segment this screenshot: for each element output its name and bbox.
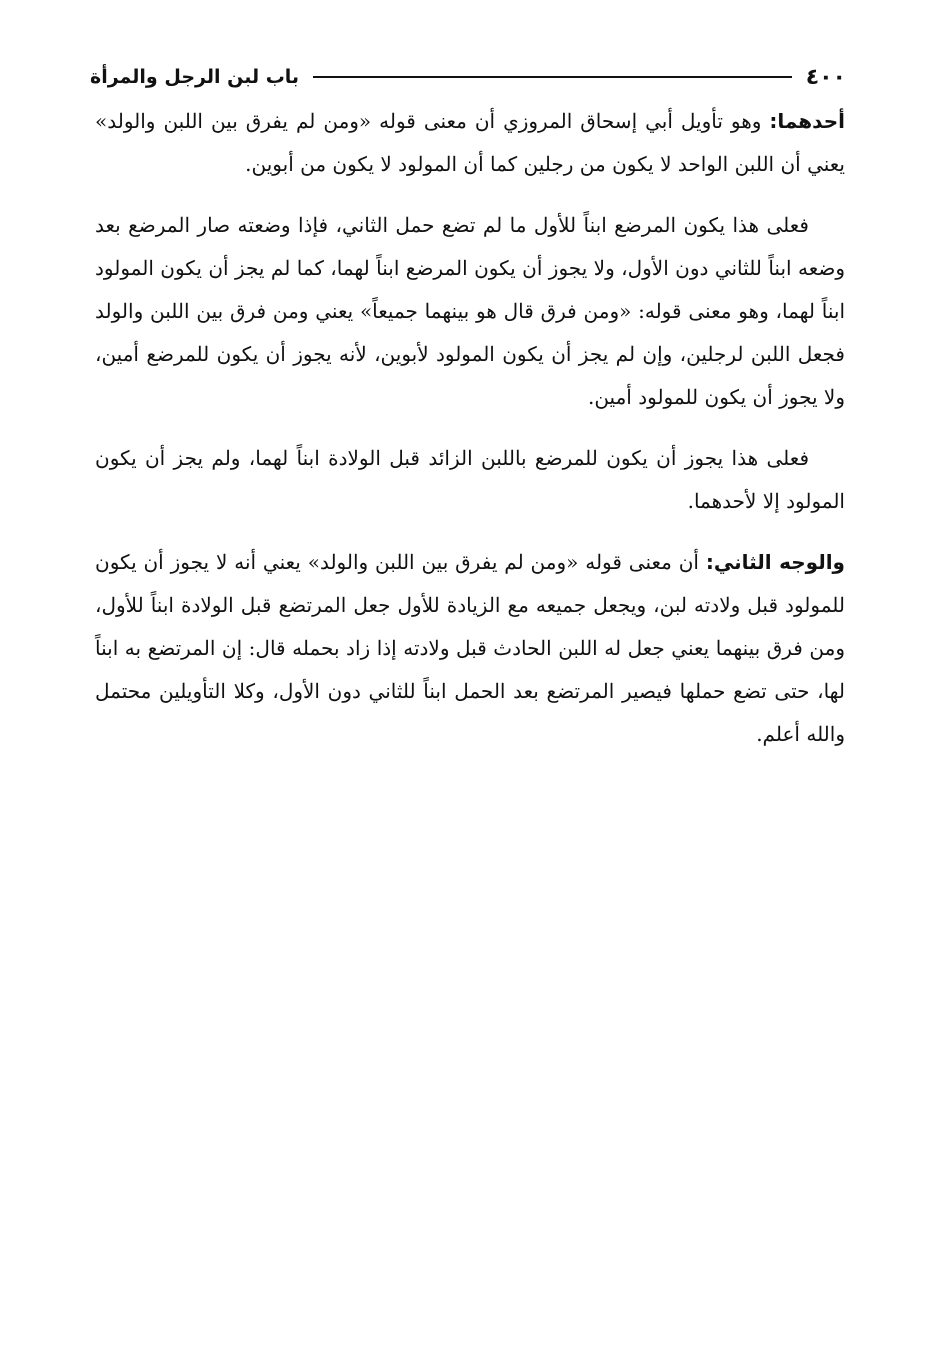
page-body	[95, 100, 845, 774]
paragraph-2	[95, 204, 845, 419]
paragraph-1	[95, 100, 845, 186]
chapter-title: باب لبن الرجل والمرأة	[90, 66, 300, 88]
header-rule	[313, 76, 792, 78]
paragraph-text: فعلى هذا يجوز أن يكون للمرضع باللبن الزائد قبل الولادة ابناً لهما، ولم يجز أن يكون المولود إلا لأحدهما.	[95, 446, 845, 513]
running-header	[90, 62, 846, 92]
paragraph-4	[95, 541, 845, 756]
paragraph-text: وهو تأويل أبي إسحاق المروزي أن معنى قوله «ومن لم يفرق بين اللبن والولد» يعني أن اللبن الواحد لا يكون من رجلين كما أن المولود لا يكون من أبوين.	[95, 109, 845, 176]
paragraph-3	[95, 437, 845, 523]
paragraph-text: فعلى هذا يكون المرضع ابناً للأول ما لم تضع حمل الثاني، فإذا وضعته صار المرضع بعد وضعه ابناً للثاني دون الأول، ولا يجوز أن يكون المرضع ابناً لهما، كما لم يجز أن يكون المولود ابناً لهما، وهو معنى قوله: «ومن فرق قال هو بينهما جميعاً» يعني ومن فرق بين اللبن والولد فجعل اللبن لرجلين، وإن لم يجز أن يكون المولود لأبوين، لأنه يجوز أن يكون للمرضع أمين، ولا يجوز أن يكون للمولود أمين.	[95, 213, 845, 409]
paragraph-lead: أحدهما:	[769, 109, 845, 133]
paragraph-lead: والوجه الثاني:	[705, 550, 845, 574]
page-number: ٤٠٠	[805, 64, 846, 90]
paragraph-text: أن معنى قوله «ومن لم يفرق بين اللبن والولد» يعني أنه لا يجوز أن يكون للمولود قبل ولادته لبن، ويجعل جميعه مع الزيادة للأول جعل المرتضع قبل الولادة ابناً للأول، ومن فرق بينهما يعني جعل له اللبن الحادث قبل ولادته إذا زاد بحمله قال: إن المرتضع به ابناً لها، حتى تضع حملها فيصير المرتضع بعد الحمل ابناً للثاني دون الأول، وكلا التأويلين محتمل والله أعلم.	[95, 550, 845, 746]
